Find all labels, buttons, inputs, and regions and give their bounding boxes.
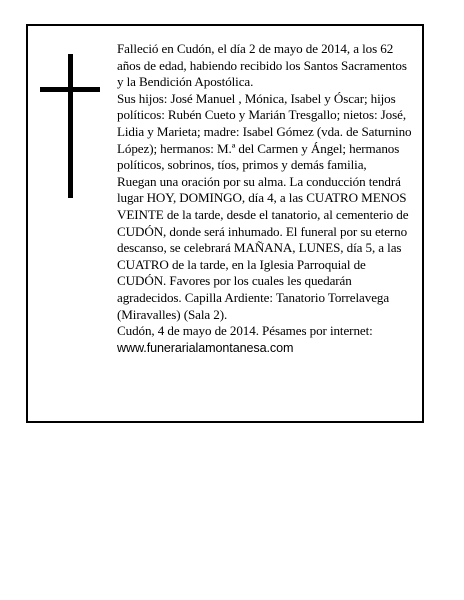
- cross-horizontal-bar: [40, 87, 100, 92]
- cross-vertical-bar: [68, 54, 73, 198]
- funeral-home-url: www.funerarialamontanesa.com: [117, 340, 294, 355]
- death-announcement: Falleció en Cudón, el día 2 de mayo de 2014, a los 62 años de edad, habiendo recibido los Santos Sacramentos y la Bendición Apostólica.: [117, 41, 407, 90]
- date-and-condolences: Cudón, 4 de mayo de 2014. Pésames por internet:: [117, 323, 373, 339]
- family-list: Sus hijos: José Manuel , Mónica, Isabel y Óscar; hijos políticos: Rubén Cueto y Marián Tresgallo; nietos: José, Lidia y Marieta; madre: Isabel Gómez (vda. de Saturnino López); hermanos: M.ª del Carmen y Ángel; hermanos políticos, sobrinos, tíos, primos y demás familia,: [117, 90, 412, 173]
- service-details: Ruegan una oración por su alma. La conducción tendrá lugar HOY, DOMINGO, día 4, a las CUATRO MENOS VEINTE de la tarde, desde el tanatorio, al cementerio de CUDÓN, donde será inhumado. El funeral por su eterno descanso, se celebrará MAÑANA, LUNES, día 5, a las CUATRO de la tarde, en la Iglesia Parroquial de CUDÓN. Favores por los cuales les quedarán agradecidos. Capilla Ardiente: Tanatorio Torrelavega (Miravalles) (Sala 2).: [117, 173, 409, 322]
- cross-icon: [40, 54, 100, 198]
- obituary-notice: [26, 24, 424, 423]
- obituary-text: [117, 41, 415, 356]
